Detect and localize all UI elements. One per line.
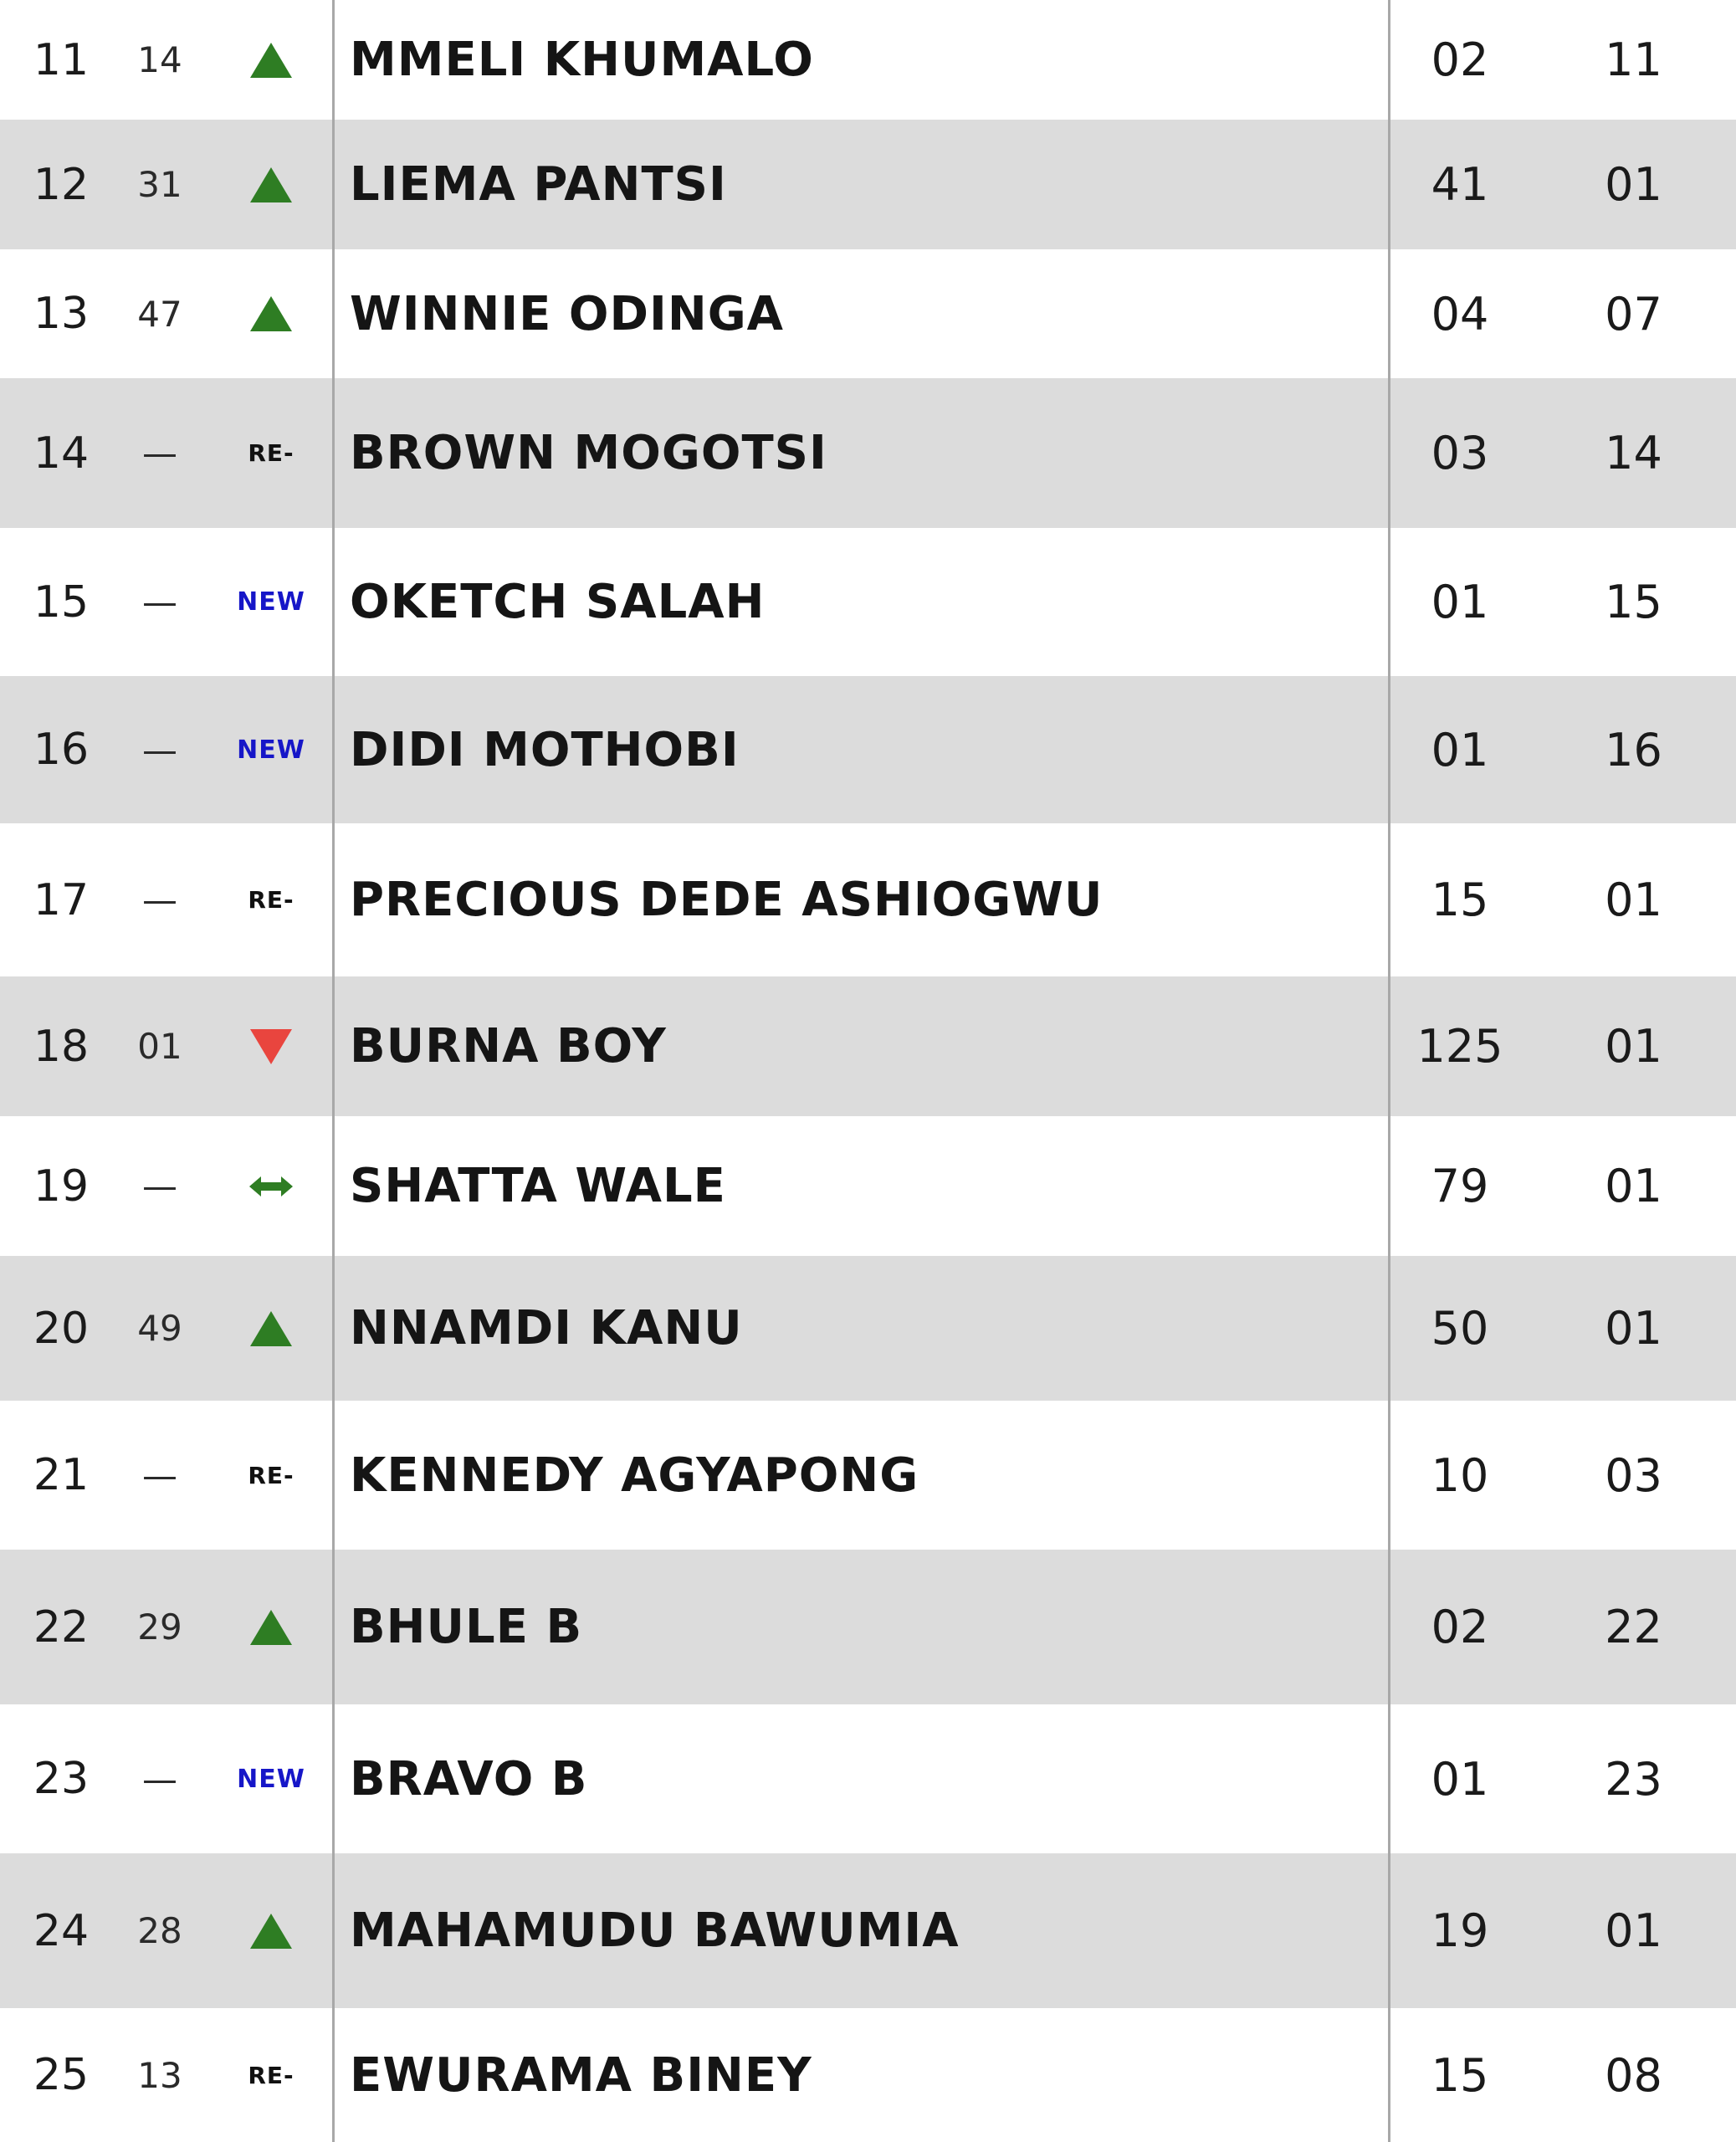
last-week-position: — [142,1166,177,1207]
artist-name: MAHAMUDU BAWUMIA [350,1904,960,1958]
weeks-on-chart: 01 [1431,723,1489,776]
weeks-on-chart: 41 [1431,158,1489,211]
weeks-on-chart: 79 [1431,1160,1489,1212]
movement-indicator [214,1256,328,1401]
peak-position: 15 [1605,576,1662,628]
last-week-position: 29 [137,1606,182,1647]
chart-row [0,1116,1736,1256]
rank-number: 16 [33,725,90,775]
peak-position: 01 [1605,1904,1662,1957]
rank-number: 14 [33,428,90,479]
arrow-up-icon [250,1610,292,1645]
weeks-on-chart: 04 [1431,287,1489,341]
movement-indicator [214,1401,328,1550]
weeks-on-chart: 02 [1431,1601,1489,1653]
chart-row [0,976,1736,1116]
weeks-on-chart: 10 [1431,1448,1489,1502]
weeks-on-chart: 50 [1431,1302,1489,1355]
artist-name: PRECIOUS DEDE ASHIOGWU [350,873,1104,927]
peak-position: 01 [1605,1020,1662,1073]
chart-row [0,1256,1736,1401]
movement-indicator [214,2008,328,2142]
artist-name: NNAMDI KANU [350,1301,743,1355]
chart-row [0,528,1736,676]
last-week-position: 28 [137,1910,182,1951]
artist-name: DIDI MOTHOBI [350,722,740,777]
artist-name: BROWN MOGOTSI [350,426,827,480]
peak-position: 11 [1605,33,1662,86]
weeks-on-chart: 01 [1431,576,1489,628]
arrow-up-icon [250,43,292,78]
movement-indicator [214,1550,328,1704]
chart-row [0,1704,1736,1853]
chart-row [0,1853,1736,2008]
column-divider-right [1388,0,1390,2142]
new-entry-badge: NEW [237,1764,305,1794]
artist-name: BURNA BOY [350,1019,667,1074]
last-week-position: — [142,1454,177,1496]
rank-number: 21 [33,1450,90,1500]
arrow-up-icon [250,1914,292,1949]
peak-position: 22 [1605,1601,1662,1653]
movement-indicator [214,528,328,676]
artist-name: WINNIE ODINGA [350,286,785,341]
rank-number: 17 [33,874,90,925]
re-entry-badge: RE- [248,2061,294,2089]
last-week-position: 01 [137,1026,182,1067]
rank-number: 23 [33,1754,90,1804]
artist-name: BRAVO B [350,1751,588,1806]
last-week-position: — [142,729,177,771]
arrow-down-icon [250,1029,292,1064]
weeks-on-chart: 03 [1431,427,1489,479]
artist-name: MMELI KHUMALO [350,33,814,87]
movement-indicator [214,1853,328,2008]
last-week-position: — [142,582,177,623]
last-week-position: — [142,433,177,474]
weeks-on-chart: 15 [1431,2048,1489,2102]
re-entry-badge: RE- [248,439,294,467]
rank-number: 11 [33,34,90,85]
last-week-position: 49 [137,1308,182,1349]
movement-indicator [214,976,328,1116]
last-week-position: — [142,1758,177,1800]
movement-indicator [214,120,328,249]
peak-position: 23 [1605,1752,1662,1806]
rank-number: 13 [33,289,90,339]
chart-row [0,1550,1736,1704]
artist-name: LIEMA PANTSI [350,157,727,212]
new-entry-badge: NEW [237,735,305,765]
rank-number: 18 [33,1021,90,1072]
rank-number: 22 [33,1601,90,1653]
peak-position: 16 [1605,723,1662,776]
chart-row [0,2008,1736,2142]
last-week-position: 47 [137,293,182,335]
weeks-on-chart: 02 [1431,33,1489,86]
chart-row [0,1401,1736,1550]
movement-indicator [214,1704,328,1853]
chart-row [0,0,1736,120]
column-divider-left [332,0,335,2142]
movement-indicator [214,676,328,823]
peak-position: 01 [1605,1302,1662,1355]
chart-row [0,676,1736,823]
re-entry-badge: RE- [248,886,294,914]
artist-name: BHULE B [350,1600,583,1654]
weeks-on-chart: 15 [1431,874,1489,926]
peak-position: 07 [1605,287,1662,341]
arrow-up-icon [250,296,292,331]
steady-arrows-icon [249,1175,293,1198]
weeks-on-chart: 01 [1431,1752,1489,1806]
last-week-position: — [142,879,177,920]
chart-row [0,823,1736,976]
peak-position: 01 [1605,874,1662,926]
movement-indicator [214,1116,328,1256]
artist-name: KENNEDY AGYAPONG [350,1448,919,1503]
rank-number: 25 [33,2050,90,2100]
rank-number: 24 [33,1905,90,1956]
re-entry-badge: RE- [248,1461,294,1489]
chart-row [0,249,1736,378]
rank-number: 20 [33,1303,90,1354]
new-entry-badge: NEW [237,587,305,617]
artist-name: SHATTA WALE [350,1159,726,1213]
arrow-up-icon [250,167,292,202]
movement-indicator [214,0,328,120]
peak-position: 03 [1605,1448,1662,1502]
chart-row [0,378,1736,528]
peak-position: 14 [1605,427,1662,479]
last-week-position: 31 [137,164,182,205]
peak-position: 01 [1605,158,1662,211]
movement-indicator [214,249,328,378]
movement-indicator [214,378,328,528]
rank-number: 12 [33,159,90,210]
movement-indicator [214,823,328,976]
artist-name: OKETCH SALAH [350,575,766,629]
weeks-on-chart: 125 [1416,1020,1503,1073]
artist-name: EWURAMA BINEY [350,2047,812,2103]
rank-number: 15 [33,576,90,628]
rank-number: 19 [33,1161,90,1212]
peak-position: 01 [1605,1160,1662,1212]
last-week-position: 14 [137,39,182,80]
chart-row [0,120,1736,249]
peak-position: 08 [1605,2048,1662,2102]
arrow-up-icon [250,1311,292,1346]
last-week-position: 13 [137,2054,182,2096]
weeks-on-chart: 19 [1431,1904,1489,1957]
